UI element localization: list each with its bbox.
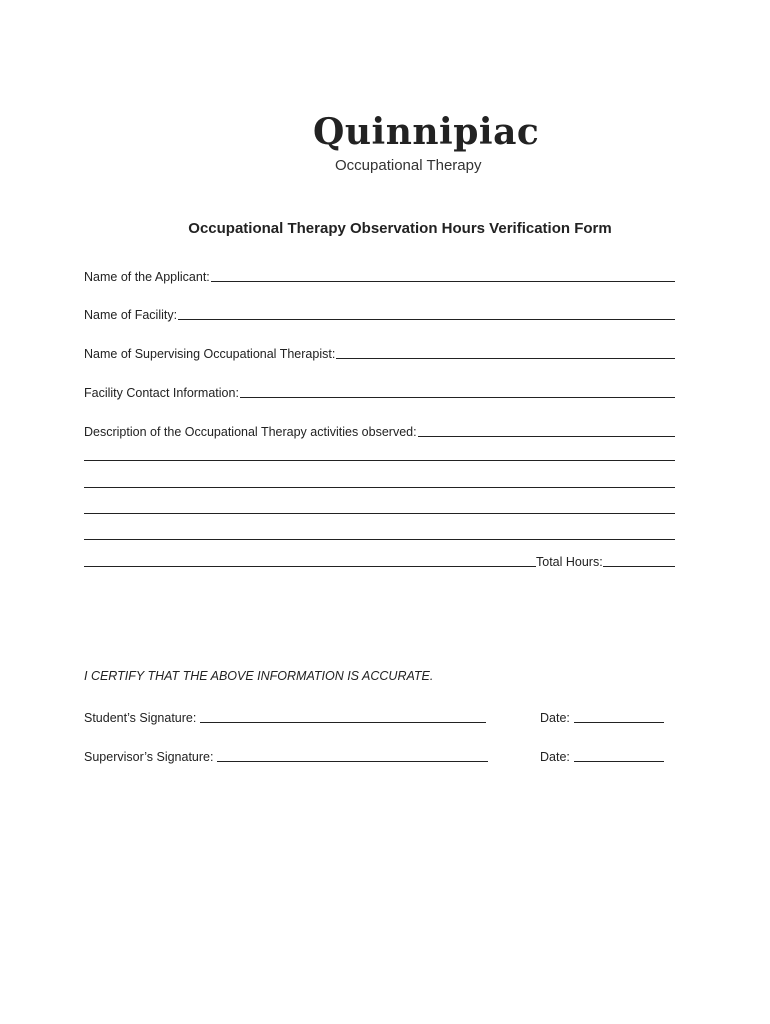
- applicant-name-label: Name of the Applicant:: [84, 270, 210, 284]
- applicant-name-field[interactable]: [84, 266, 675, 284]
- applicant-name-line[interactable]: [211, 280, 675, 282]
- supervisor-signature-label: Supervisor’s Signature:: [84, 750, 214, 764]
- supervisor-name-line[interactable]: [336, 357, 675, 359]
- description-blank-line[interactable]: [84, 539, 675, 540]
- facility-contact-label: Facility Contact Information:: [84, 386, 239, 400]
- description-blank-line[interactable]: [84, 487, 675, 488]
- total-hours-label: Total Hours:: [536, 555, 603, 569]
- facility-name-line[interactable]: [178, 318, 675, 320]
- description-blank-line[interactable]: [84, 565, 536, 567]
- student-date-field[interactable]: [540, 707, 664, 725]
- supervisor-date-field[interactable]: [540, 746, 664, 764]
- total-hours-line[interactable]: [603, 565, 675, 567]
- student-date-label: Date:: [540, 711, 570, 725]
- description-blank-line[interactable]: [84, 513, 675, 514]
- supervisor-date-line[interactable]: [574, 760, 664, 762]
- certification-statement: I CERTIFY THAT THE ABOVE INFORMATION IS ACCURATE.: [84, 669, 434, 683]
- student-signature-line[interactable]: [200, 721, 486, 723]
- student-signature-field[interactable]: [84, 707, 486, 725]
- total-hours-row[interactable]: [84, 551, 675, 569]
- facility-contact-line[interactable]: [240, 396, 675, 398]
- form-title: Occupational Therapy Observation Hours Verification Form: [188, 220, 612, 237]
- activities-description-field[interactable]: [84, 421, 675, 439]
- supervisor-signature-field[interactable]: [84, 746, 488, 764]
- student-date-line[interactable]: [574, 721, 664, 723]
- logo-subtitle: Occupational Therapy: [335, 157, 482, 174]
- facility-contact-field[interactable]: [84, 382, 675, 400]
- facility-name-field[interactable]: [84, 304, 675, 322]
- activities-description-label: Description of the Occupational Therapy activities observed:: [84, 425, 417, 439]
- supervisor-signature-line[interactable]: [217, 760, 488, 762]
- activities-description-line[interactable]: [418, 435, 675, 437]
- logo-wordmark: Quinnipiac: [313, 111, 540, 153]
- description-blank-line[interactable]: [84, 460, 675, 461]
- supervisor-name-label: Name of Supervising Occupational Therapist:: [84, 347, 336, 361]
- supervisor-name-field[interactable]: [84, 343, 675, 361]
- student-signature-label: Student’s Signature:: [84, 711, 197, 725]
- supervisor-date-label: Date:: [540, 750, 570, 764]
- facility-name-label: Name of Facility:: [84, 308, 178, 322]
